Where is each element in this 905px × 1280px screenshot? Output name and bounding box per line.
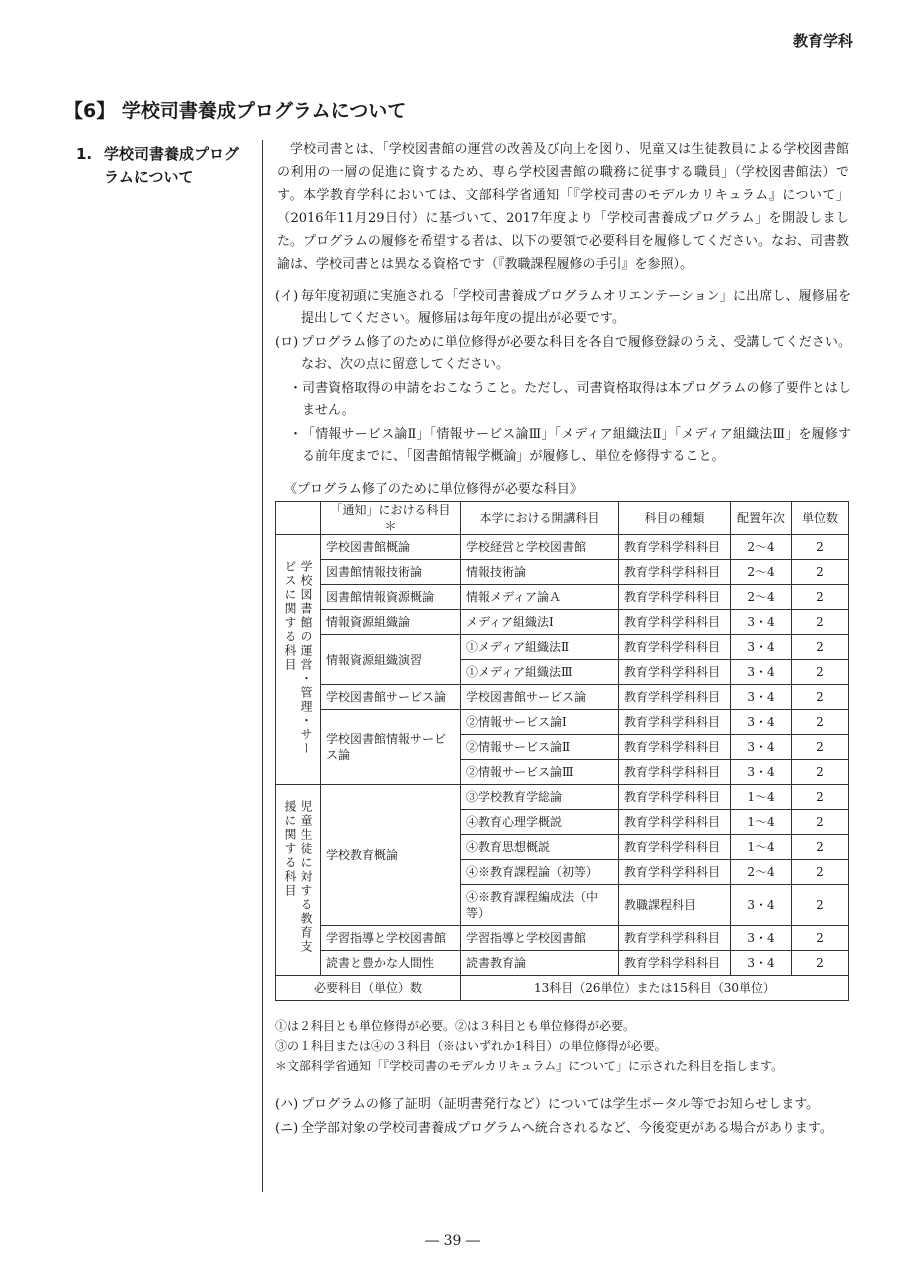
credits-cell: 2 (792, 810, 849, 835)
table-total-row (276, 976, 849, 1001)
offered-course-cell: ②情報サービス論Ⅰ (461, 710, 619, 735)
note-line: ＊文部科学省通知「『学校司書のモデルカリキュラム』について」に示された科目を指します。 (275, 1059, 784, 1073)
credits-cell: 2 (792, 610, 849, 635)
year-cell: 3・4 (731, 951, 792, 976)
note-line: ①は２科目とも単位修得が必要。②は３科目とも単位修得が必要。 (275, 1019, 636, 1033)
note-line: ③の１科目または④の３科目（※はいずれか1科目）の単位修得が必要。 (275, 1039, 667, 1053)
section-heading: 【6】 学校司書養成プログラムについて (64, 100, 407, 122)
margin-rule (262, 140, 263, 1192)
offered-course-cell: ④教育心理学概説 (461, 810, 619, 835)
table-row (276, 535, 849, 560)
table-row (276, 785, 849, 810)
notice-course-cell: 図書館情報技術論 (321, 560, 461, 585)
credits-cell: 2 (792, 685, 849, 710)
credits-cell: 2 (792, 835, 849, 860)
course-type-cell: 教育学科学科科目 (619, 635, 731, 660)
year-cell: 1〜4 (731, 785, 792, 810)
table-row (276, 585, 849, 610)
bullet-item (275, 424, 851, 468)
table-row (276, 560, 849, 585)
year-cell: 1〜4 (731, 835, 792, 860)
header-group (276, 502, 321, 535)
notice-course-cell: 読書と豊かな人間性 (321, 951, 461, 976)
list-item (275, 1094, 851, 1116)
notice-course-cell: 情報資源組織演習 (321, 635, 461, 685)
total-value: 13科目（26単位）または15科目（30単位） (461, 976, 849, 1001)
year-cell: 3・4 (731, 885, 792, 926)
year-cell: 2〜4 (731, 585, 792, 610)
credits-cell: 2 (792, 860, 849, 885)
instruction-list (275, 286, 851, 468)
credits-cell: 2 (792, 635, 849, 660)
course-type-cell: 教育学科学科科目 (619, 710, 731, 735)
offered-course-cell: 学校経営と学校図書館 (461, 535, 619, 560)
offered-course-cell: ③学校教育学総論 (461, 785, 619, 810)
year-cell: 3・4 (731, 735, 792, 760)
course-type-cell: 教育学科学科科目 (619, 760, 731, 785)
header-year: 配置年次 (731, 502, 792, 535)
credits-cell: 2 (792, 926, 849, 951)
credits-cell: 2 (792, 885, 849, 926)
course-type-cell: 教育学科学科科目 (619, 610, 731, 635)
item-marker: (イ) (275, 289, 299, 304)
table-row (276, 710, 849, 735)
offered-course-cell: メディア組織法Ⅰ (461, 610, 619, 635)
notice-course-cell: 図書館情報資源概論 (321, 585, 461, 610)
year-cell: 1〜4 (731, 810, 792, 835)
credits-cell: 2 (792, 560, 849, 585)
item-marker: (ニ) (275, 1121, 299, 1136)
course-type-cell: 教育学科学科科目 (619, 660, 731, 685)
table-row (276, 951, 849, 976)
subsection-number: 1. (76, 145, 93, 163)
offered-course-cell: ④※教育課程論（初等） (461, 860, 619, 885)
list-item (275, 1118, 851, 1140)
course-type-cell: 教育学科学科科目 (619, 860, 731, 885)
course-type-cell: 教育学科学科科目 (619, 560, 731, 585)
course-type-cell: 教育学科学科科目 (619, 585, 731, 610)
bullet-marker: ・ (289, 427, 303, 442)
subsection-title (76, 143, 256, 189)
course-type-cell: 教育学科学科科目 (619, 535, 731, 560)
credits-cell: 2 (792, 951, 849, 976)
header-offered-course: 本学における開講科目 (461, 502, 619, 535)
course-type-cell: 教職課程科目 (619, 885, 731, 926)
year-cell: 3・4 (731, 610, 792, 635)
offered-course-cell: 情報メディア論Ａ (461, 585, 619, 610)
item-text: プログラム修了のために単位修得が必要な科目を各自で履修登録のうえ、受講してください。なお、次の点に留意してください。 (301, 335, 851, 372)
notice-course-cell: 学校図書館サービス論 (321, 685, 461, 710)
year-cell: 3・4 (731, 685, 792, 710)
year-cell: 3・4 (731, 760, 792, 785)
table-row (276, 926, 849, 951)
group-cell-library-management (276, 535, 321, 785)
group-label: 児童生徒に対する教育支援に関する科目 (283, 800, 313, 954)
list-item (275, 286, 851, 330)
year-cell: 3・4 (731, 660, 792, 685)
header-credits: 単位数 (792, 502, 849, 535)
offered-course-cell: ①メディア組織法Ⅲ (461, 660, 619, 685)
group-label: 学校図書館の運営・管理・サービスに関する科目 (283, 559, 313, 756)
offered-course-cell: 読書教育論 (461, 951, 619, 976)
offered-course-cell: 学習指導と学校図書館 (461, 926, 619, 951)
notice-course-cell: 学校図書館情報サービス論 (321, 710, 461, 785)
credits-cell: 2 (792, 660, 849, 685)
subsection-title-line2: ラムについて (104, 168, 194, 186)
bullet-item (275, 378, 851, 422)
credits-cell: 2 (792, 710, 849, 735)
header-notice-course: 「通知」における科目＊ (321, 502, 461, 535)
item-text: 全学部対象の学校司書養成プログラムへ統合されるなど、今後変更がある場合があります。 (301, 1121, 833, 1136)
item-text: 毎年度初頭に実施される「学校司書養成プログラムオリエンテーション」に出席し、履修届を提出してください。履修届は毎年度の提出が必要です。 (301, 289, 851, 326)
offered-course-cell: ②情報サービス論Ⅱ (461, 735, 619, 760)
offered-course-cell: 学校図書館サービス論 (461, 685, 619, 710)
course-type-cell: 教育学科学科科目 (619, 785, 731, 810)
table-caption: 《プログラム修了のために単位修得が必要な科目》 (284, 482, 583, 497)
required-courses-table (275, 501, 849, 1001)
course-type-cell: 教育学科学科科目 (619, 835, 731, 860)
course-type-cell: 教育学科学科科目 (619, 810, 731, 835)
notice-course-cell: 情報資源組織論 (321, 610, 461, 635)
offered-course-cell: ①メディア組織法Ⅱ (461, 635, 619, 660)
offered-course-cell: 情報技術論 (461, 560, 619, 585)
credits-cell: 2 (792, 585, 849, 610)
bullet-text: 「情報サービス論Ⅱ」「情報サービス論Ⅲ」「メディア組織法Ⅱ」「メディア組織法Ⅲ」を履修する前年度までに、「図書館情報学概論」が履修し、単位を修得すること。 (302, 427, 851, 464)
credits-cell: 2 (792, 760, 849, 785)
year-cell: 3・4 (731, 635, 792, 660)
table-header-row (276, 502, 849, 535)
item-text: プログラムの修了証明（証明書発行など）については学生ポータル等でお知らせします。 (301, 1097, 820, 1112)
list-item (275, 332, 851, 376)
course-type-cell: 教育学科学科科目 (619, 926, 731, 951)
subsection-title-line1: 学校司書養成プログ (104, 145, 240, 163)
group-cell-education-support (276, 785, 321, 976)
offered-course-cell: ④※教育課程編成法（中等） (461, 885, 619, 926)
item-marker: (ロ) (275, 335, 299, 350)
table-row (276, 610, 849, 635)
table-row (276, 685, 849, 710)
course-type-cell: 教育学科学科科目 (619, 685, 731, 710)
department-label: 教育学科 (792, 32, 853, 50)
intro-paragraph: 学校司書とは、「学校図書館の運営の改善及び向上を図り、児童又は生徒教員による学校図書館の利用の一層の促進に資するため、専ら学校図書館の職務に従事する職員」（学校図書館法）です。本学教育学科においては、文部科学省通知「『学校司書のモデルカリキュラム』について」（2016年11月29日付）に基づいて、2017年度より「学校司書養成プログラム」を開設しました。プログラムの履修を希望する者は、以下の要領で必要科目を履修してください。なお、司書教諭は、学校司書とは異なる資格です（『教職課程履修の手引』を参照）。 (277, 142, 849, 272)
total-label: 必要科目（単位）数 (276, 976, 461, 1001)
credits-cell: 2 (792, 785, 849, 810)
offered-course-cell: ④教育思想概説 (461, 835, 619, 860)
notice-course-cell: 学習指導と学校図書館 (321, 926, 461, 951)
notice-course-cell: 学校教育概論 (321, 785, 461, 926)
year-cell: 2〜4 (731, 860, 792, 885)
course-type-cell: 教育学科学科科目 (619, 951, 731, 976)
credits-cell: 2 (792, 735, 849, 760)
bullet-marker: ・ (289, 381, 303, 396)
year-cell: 2〜4 (731, 535, 792, 560)
year-cell: 2〜4 (731, 560, 792, 585)
offered-course-cell: ②情報サービス論Ⅲ (461, 760, 619, 785)
item-marker: (ハ) (275, 1097, 299, 1112)
notice-course-cell: 学校図書館概論 (321, 535, 461, 560)
course-type-cell: 教育学科学科科目 (619, 735, 731, 760)
header-course-type: 科目の種類 (619, 502, 731, 535)
credits-cell: 2 (792, 535, 849, 560)
year-cell: 3・4 (731, 710, 792, 735)
table-notes (275, 1016, 783, 1076)
instruction-list-continued (275, 1094, 851, 1142)
bullet-text: 司書資格取得の申請をおこなうこと。ただし、司書資格取得は本プログラムの修了要件とはしません。 (302, 381, 851, 418)
page-number: ― 39 ― (425, 1233, 480, 1249)
table-row (276, 635, 849, 660)
year-cell: 3・4 (731, 926, 792, 951)
